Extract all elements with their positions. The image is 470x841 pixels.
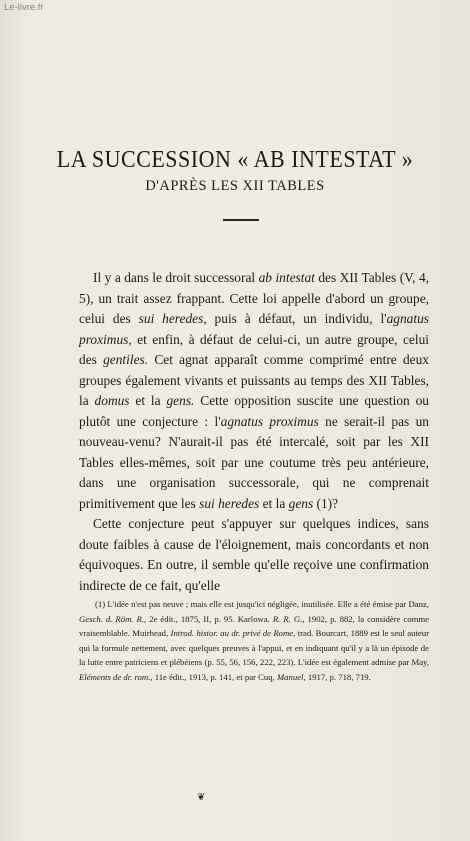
body-text — [79, 268, 429, 596]
chapter-title: LA SUCCESSION « AB INTESTAT » — [56, 144, 414, 173]
chapter-subtitle: D'APRÈS LES XII TABLES — [145, 178, 325, 194]
paragraph-2: Cette conjecture peut s'appuyer sur quelques indices, sans doute faibles à cause de l'éloignement, mais concordants et non équivoques. En outre, il semble qu'elle reçoive une confirmation indirecte de ce fait, qu'elle — [79, 516, 429, 593]
footnote — [79, 597, 429, 684]
site-watermark: Le-livre.fr — [4, 2, 44, 13]
footnote-1: (1) L'idée n'est pas neuve ; mais elle est jusqu'ici négligée, inutilisée. Elle a été émise par Danz, Gesch. d. Röm. R., 2e édit., 1875, II, p. 95. Karlowa. R. R. G., 1902, p. 882, la considère comme vraisemblable. Muirhead, Introd. histor. au dr. privé de Rome, trad. Bourcart, 1889 est le seul auteur qui la formule nettement, avec quelques preuves à l'appui, et en indiquant qu'il y a là un épisode de la lutte entre patriciens et plébéiens (p. 55, 56, 156, 222, 223). L'idée est également admise par May, Eléments de dr. rom., 11e édit., 1913, p. 141, et par Cuq, Manuel, 1917, p. 718, 719. — [79, 599, 429, 682]
paragraph-1: Il y a dans le droit successoral ab intestat des XII Tables (V, 4, 5), un trait assez frappant. Cette loi appelle d'abord un groupe, celui des sui heredes, puis à défaut, un individu, l'agnatus proximus, et enfin, à défaut de celui-ci, un autre groupe, celui des gentiles. Cet agnat apparaît comme comprimé entre deux groupes également vivants et puissants au temps des XII Tables, la domus et la gens. Cette opposition suscite une question ou plutôt une conjecture : l'agnatus proximus ne serait-il pas un nouveau-venu? N'aurait-il pas été intercalé, soit par les XII Tables elles-mêmes, soit par une coutume très peu antérieure, dans une organisation successorale, qui ne comprenait primitivement que les sui heredes et la gens (1)? — [79, 270, 430, 511]
title-divider — [223, 219, 259, 221]
fleuron-ornament-icon: ❦ — [197, 792, 206, 803]
